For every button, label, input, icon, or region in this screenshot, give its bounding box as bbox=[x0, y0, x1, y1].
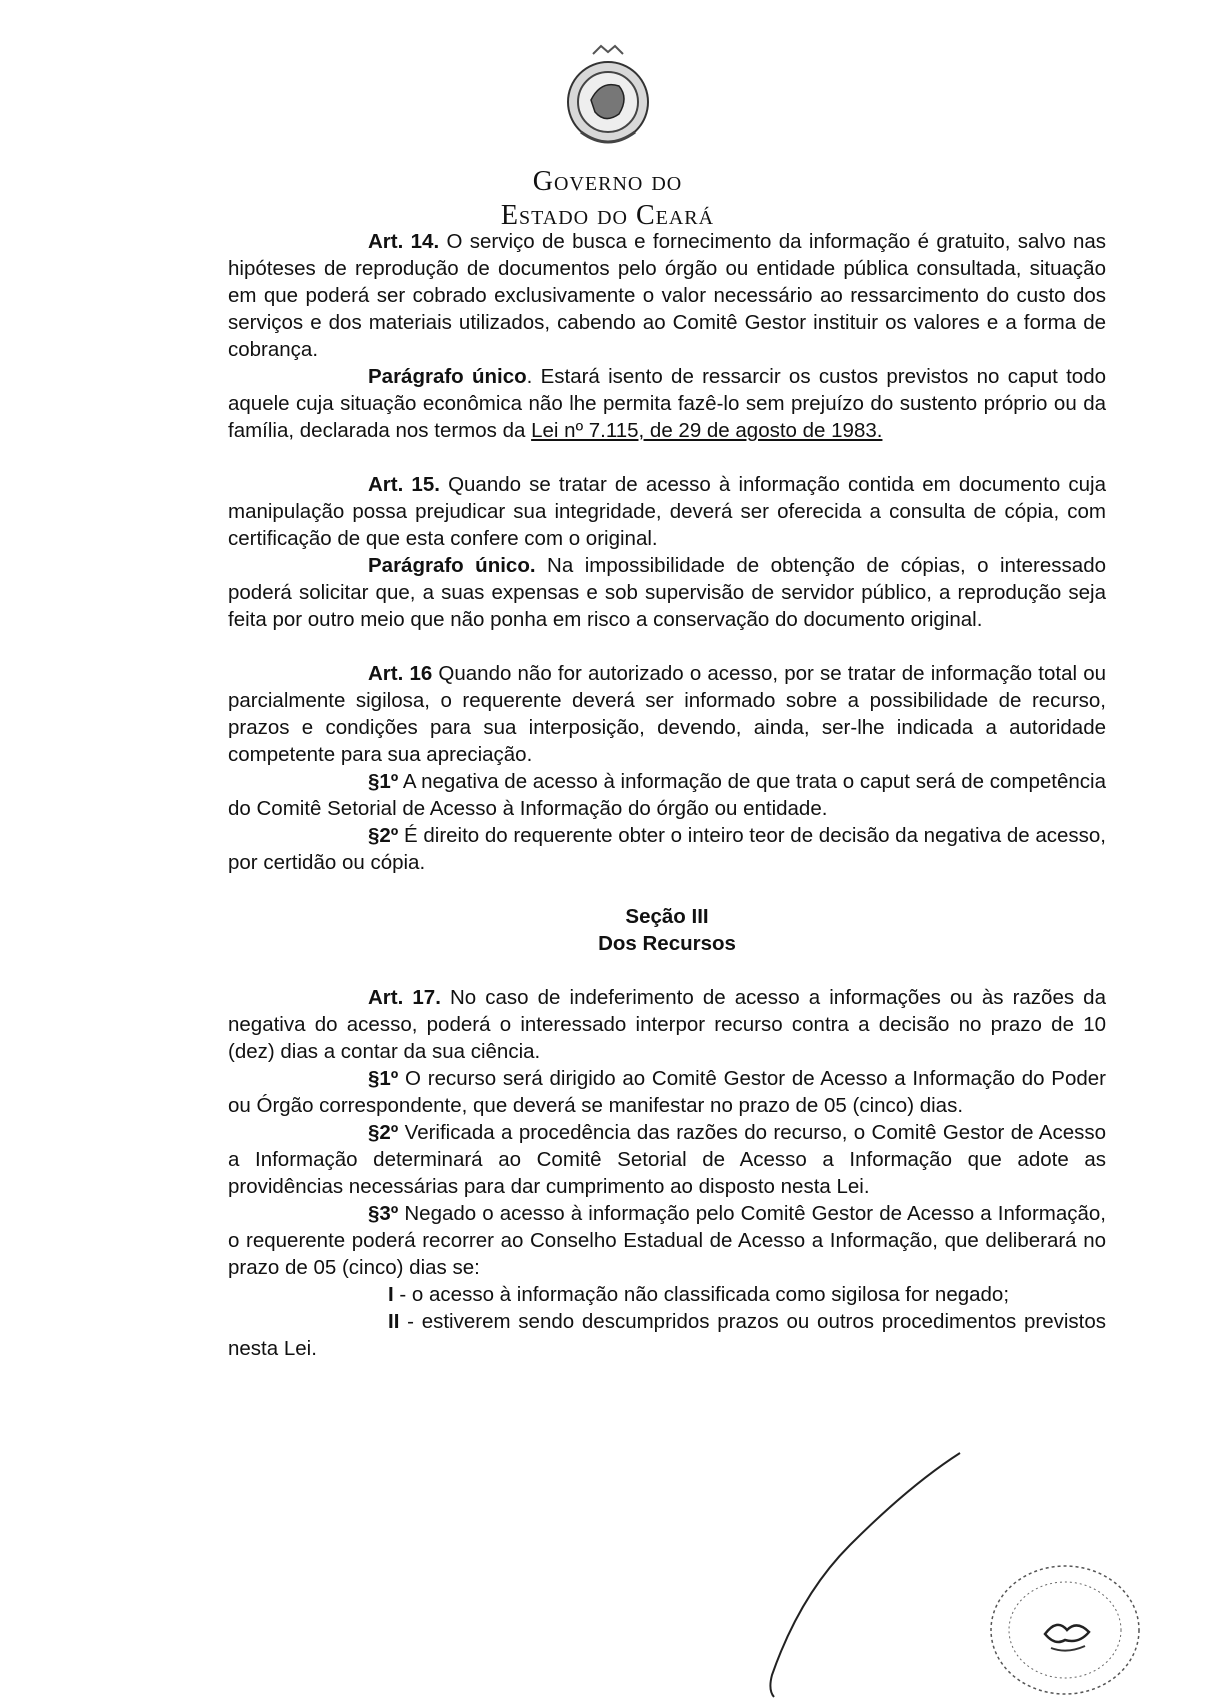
letterhead-line-2: Estado do Ceará bbox=[500, 200, 715, 231]
art-16-p2 bbox=[228, 822, 1106, 876]
art-17-p3 bbox=[228, 1200, 1106, 1281]
art-14-paragraph-unico bbox=[228, 363, 1106, 444]
section-subtitle: Dos Recursos bbox=[598, 932, 736, 955]
art-15-par-text: Na impossibilidade de obtenção de cópias, o interessado poderá solicitar que, a suas expensas e sob supervisão de servidor público, a reprodução seja feita por outro meio que não ponha em risco a conservação do documento original. bbox=[228, 554, 1106, 631]
art-14-par-text: . Estará isento de ressarcir os custos previstos no caput todo aquele cuja situação econômica não lhe permita fazê-lo sem prejuízo do sustento próprio ou da família, declarada nos termos da bbox=[228, 365, 1106, 442]
art-16-p1-label: §1º bbox=[368, 770, 399, 793]
art-16-p1-text: A negativa de acesso à informação de que trata o caput será de competência do Comitê Setorial de Acesso à Informação do órgão ou entidade. bbox=[228, 770, 1107, 820]
art-15-label: Art. 15. bbox=[368, 473, 440, 496]
coat-of-arms-icon bbox=[553, 40, 663, 160]
art-14-par-label: Parágrafo único bbox=[368, 365, 527, 388]
art-17-p1 bbox=[228, 1065, 1106, 1119]
lei-7115-link[interactable]: Lei nº 7.115, de 29 de agosto de 1983. bbox=[531, 419, 883, 442]
art-17-p3-text: Negado o acesso à informação pelo Comitê Gestor de Acesso a Informação, o requerente poderá recorrer ao Conselho Estadual de Acesso a Informação, que deliberará no prazo de 05 (cinco) dias se: bbox=[228, 1202, 1106, 1279]
art-17-p2-label: §2º bbox=[368, 1121, 399, 1144]
art-14-text: O serviço de busca e fornecimento da informação é gratuito, salvo nas hipóteses de reprodução de documentos pelo órgão ou entidade pública consultada, situação em que poderá ser cobrado exclusivamente o valor necessário ao ressarcimento do custo dos serviços e dos materiais utilizados, cabendo ao Comitê Gestor instituir os valores e a forma de cobrança. bbox=[228, 230, 1107, 361]
letterhead bbox=[0, 40, 1215, 160]
procuradoria-stamp-icon bbox=[985, 1560, 1145, 1700]
art-17-p1-text: O recurso será dirigido ao Comitê Gestor de Acesso a Informação do Poder ou Órgão correspondente, que deverá se manifestar no prazo de 05 (cinco) dias. bbox=[228, 1067, 1106, 1117]
art-17-p3-label: §3º bbox=[368, 1202, 399, 1225]
signature-stroke bbox=[760, 1445, 980, 1705]
letterhead-line-1: Governo do bbox=[532, 166, 683, 197]
document-body bbox=[228, 228, 1106, 1362]
art-15 bbox=[228, 471, 1106, 552]
art-16-p1 bbox=[228, 768, 1106, 822]
art-16-text: Quando não for autorizado o acesso, por se tratar de informação total ou parcialmente sigilosa, o requerente deverá ser informado sobre a possibilidade de recurso, prazos e condições para sua interposição, devendo, ainda, ser-lhe indicada a autoridade competente para sua apreciação. bbox=[228, 662, 1106, 766]
art-15-text: Quando se tratar de acesso à informação contida em documento cuja manipulação possa prejudicar sua integridade, deverá ser oferecida a consulta de cópia, com certificação de que esta confere com o original. bbox=[228, 473, 1106, 550]
art-17-ii-text: - estiverem sendo descumpridos prazos ou outros procedimentos previstos nesta Lei. bbox=[228, 1310, 1106, 1360]
art-16-p2-text: É direito do requerente obter o inteiro teor de decisão da negativa de acesso, por certidão ou cópia. bbox=[228, 824, 1107, 874]
art-17-p2-text: Verificada a procedência das razões do recurso, o Comitê Gestor de Acesso a Informação determinará ao Comitê Setorial de Acesso a Informação que adote as providências necessárias para dar cumprimento ao disposto nesta Lei. bbox=[228, 1121, 1106, 1198]
art-17-p1-label: §1º bbox=[368, 1067, 399, 1090]
art-17-ii-label: II bbox=[388, 1310, 400, 1333]
art-16 bbox=[228, 660, 1106, 768]
art-15-paragraph-unico bbox=[228, 552, 1106, 633]
art-17-text: No caso de indeferimento de acesso a informações ou às razões da negativa do acesso, poderá o interessado interpor recurso contra a decisão no prazo de 10 (dez) dias a contar da sua ciência. bbox=[228, 986, 1106, 1063]
art-17-label: Art. 17. bbox=[368, 986, 441, 1009]
art-15-par-label: Parágrafo único. bbox=[368, 554, 536, 577]
art-16-label: Art. 16 bbox=[368, 662, 433, 685]
art-17-item-i bbox=[228, 1281, 1106, 1308]
art-16-p2-label: §2º bbox=[368, 824, 399, 847]
art-17-i-label: I bbox=[388, 1283, 394, 1306]
art-17 bbox=[228, 984, 1106, 1065]
art-17-item-ii bbox=[228, 1308, 1106, 1362]
art-14-label: Art. 14. bbox=[368, 230, 440, 253]
art-14 bbox=[228, 228, 1106, 363]
art-17-p2 bbox=[228, 1119, 1106, 1200]
section-title: Seção III bbox=[625, 905, 709, 928]
art-17-i-text: - o acesso à informação não classificada como sigilosa for negado; bbox=[393, 1283, 1010, 1306]
